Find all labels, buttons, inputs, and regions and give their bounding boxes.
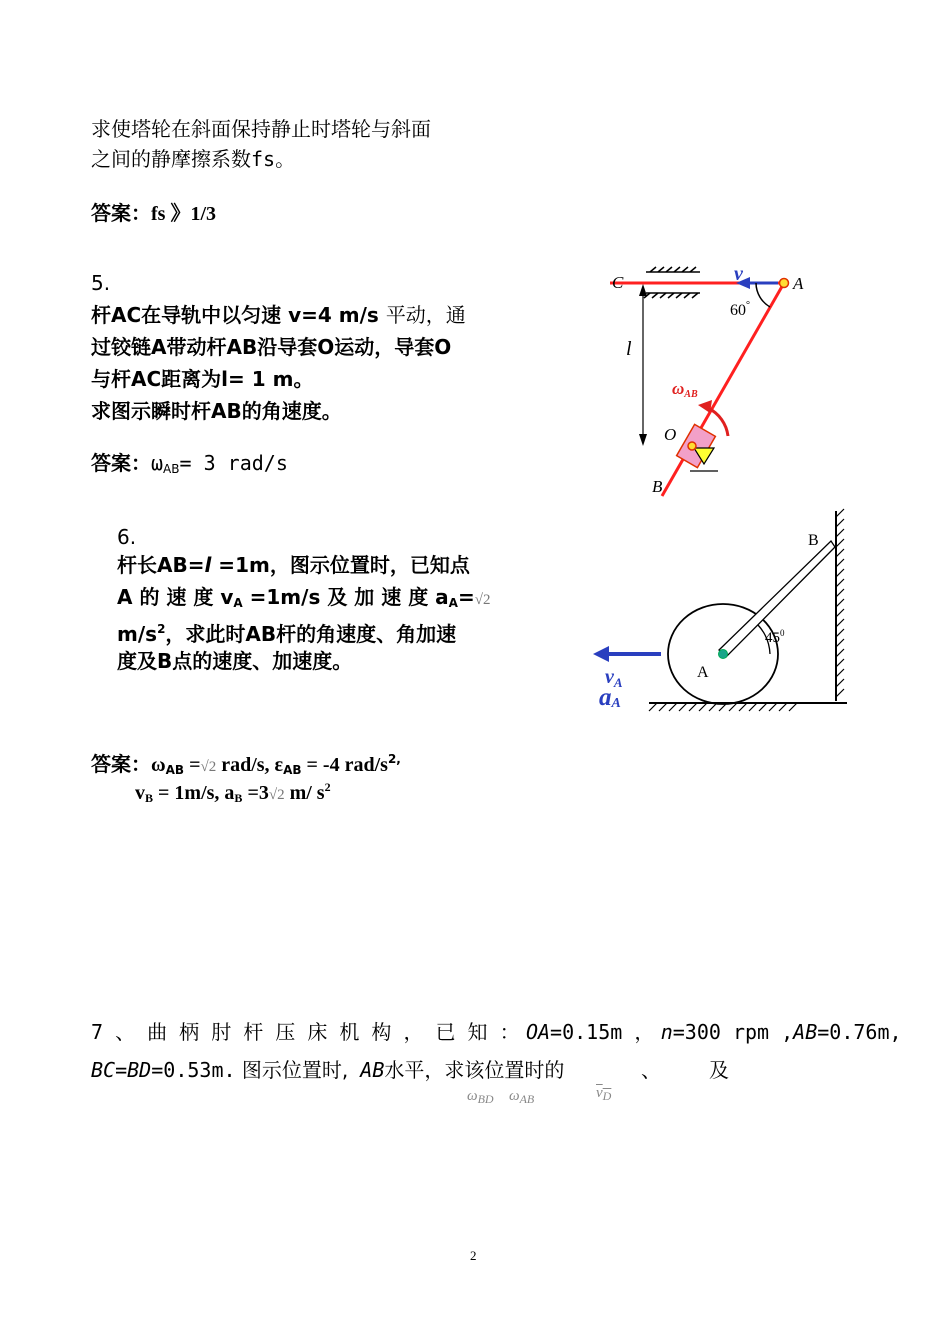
p6-ans1-d: = -4 rad/s	[301, 754, 388, 776]
joint-a	[780, 279, 789, 288]
p6-line1-b: =1m，图示位置时，已知点	[211, 553, 470, 577]
p7-l1-a: 7 、 曲 柄 肘 杆 压 床 机 构 ， 已 知 ：	[91, 1020, 520, 1044]
p4-answer	[91, 198, 216, 230]
label-aa-sym: a	[599, 684, 612, 711]
p6-ans2-d: m/ s	[284, 782, 325, 804]
p6-ans2-b: = 1m/s, a	[153, 782, 235, 804]
p5-answer-rest: = 3 rad/s	[179, 451, 288, 475]
label-o: O	[664, 425, 677, 444]
p5-number: 5.	[91, 271, 111, 295]
p6-line2-c: =	[457, 585, 475, 609]
angle-arc	[756, 283, 770, 307]
p6-ans2-sup: 2	[324, 780, 331, 794]
p6-number: 6.	[117, 525, 137, 549]
p6-line2-b: =1m/s 及 加 速 度 a	[242, 585, 449, 609]
p6-line1	[117, 550, 470, 581]
p6-ans1-label: 答案：	[91, 752, 151, 776]
p6-ans2-sub2: B	[234, 791, 243, 805]
sqrt2-symbol: √2	[474, 592, 491, 608]
label-45-deg: 0	[780, 628, 785, 638]
p5-line3: 与杆AC距离为l= 1 m。	[91, 367, 314, 391]
p7-line2-sep: 、	[641, 1058, 661, 1082]
p6-line3	[117, 614, 456, 650]
p6-line1-a: 杆长AB=	[117, 553, 205, 577]
label-v: v	[734, 263, 743, 285]
center-a	[719, 650, 728, 659]
p4-line2-text: 之间的静摩擦系数	[91, 147, 251, 171]
sqrt2-symbol: √2	[200, 759, 217, 775]
omega-ab-sub: AB	[519, 1092, 535, 1106]
omega-ab-sym: ω	[509, 1088, 520, 1104]
label-aa-sub: A	[611, 696, 621, 711]
p7-l1-b: =0.15m ，	[550, 1020, 655, 1044]
p5-answer-sub: AB	[163, 462, 180, 476]
v-d-symbol	[596, 1085, 611, 1104]
l-arrow-bottom	[639, 434, 647, 446]
p6-ans1-sub2: AB	[283, 763, 302, 777]
p6-ans1-c: rad/s, ε	[216, 754, 284, 776]
omega-bd-symbol	[467, 1088, 494, 1107]
p4-answer-label: 答案：	[91, 201, 151, 225]
p6-ans2-c: =3	[242, 782, 269, 804]
figure-5	[600, 260, 830, 500]
p5-line2: 过铰链A带动杆AB沿导套O运动，导套O	[91, 335, 452, 359]
p6-ans1-sub: AB	[165, 763, 185, 777]
omega-bd-sub: BD	[477, 1092, 494, 1106]
label-60-val: 60	[730, 302, 746, 319]
p6-line1-l: l	[204, 553, 212, 577]
p7-l2-b: 图示位置时,	[235, 1058, 349, 1082]
p7-l2-a: =0.53m.	[151, 1058, 236, 1082]
p6-line3-sup: 2	[157, 622, 166, 636]
page-number: 2	[470, 1248, 477, 1263]
pivot-o	[688, 442, 696, 450]
p4-line2	[91, 144, 295, 175]
p7-l1-ab: AB	[793, 1020, 818, 1044]
p7-l1-oa: OA	[525, 1020, 551, 1044]
p6-ans1-sup: 2,	[387, 752, 401, 766]
p7-l1-c: =300 rpm ,	[672, 1020, 794, 1044]
label-a: A	[793, 274, 804, 293]
p7-l2-bc: BC	[91, 1058, 116, 1082]
l-arrow-top	[639, 284, 647, 296]
p4-answer-text: fs 》1/3	[151, 203, 216, 225]
p5-answer-omega: ω	[151, 451, 164, 475]
p6-line4: 度及B点的速度、加速度。	[117, 649, 353, 673]
p5-answer-label: 答案：	[91, 451, 151, 475]
label-60	[730, 300, 750, 319]
v-d-sub: D	[602, 1089, 612, 1103]
va-arrowhead	[593, 646, 609, 662]
p7-l1-n: n	[660, 1020, 673, 1044]
p7-line1	[91, 1014, 902, 1050]
p7-l2-eq: =	[115, 1058, 128, 1082]
label-b: B	[808, 532, 819, 549]
p7-l1-d: =0.76m,	[817, 1020, 902, 1044]
p4-line2-fs: fs。	[251, 147, 296, 171]
sqrt2-symbol: √2	[268, 787, 285, 803]
p7-l2-c: 水平，求该位置时的	[384, 1058, 565, 1082]
p5-answer	[91, 448, 288, 485]
p6-line2-sub2: A	[448, 596, 458, 610]
p7-line2	[91, 1052, 564, 1088]
label-60-deg: °	[746, 300, 750, 311]
p5-line1-a: 杆AC在导轨中以匀速 v=4 m/s	[91, 303, 386, 327]
p6-line2-sub: A	[233, 596, 243, 610]
omega-ab-symbol	[509, 1088, 534, 1107]
p6-line3-a: m/s	[117, 622, 158, 646]
wall-hatch	[836, 509, 844, 697]
p7-line2-and: 及	[709, 1058, 729, 1082]
p6-line3-b: ，求此时AB杆的角速度、角加速	[165, 622, 457, 646]
label-omega-sub: AB	[684, 389, 698, 400]
label-l: l	[626, 338, 632, 360]
label-va-sub: A	[613, 675, 623, 690]
p6-ans2-sub: B	[145, 791, 154, 805]
omega-arrowhead	[698, 400, 712, 413]
label-omega	[672, 379, 698, 400]
label-45-val: 45	[765, 630, 780, 646]
p6-ans2-a: v	[135, 782, 145, 804]
label-b: B	[652, 477, 663, 496]
figure-6	[585, 505, 855, 720]
label-a: A	[697, 664, 709, 681]
p7-l2-bd: BD	[127, 1058, 152, 1082]
v-d-sym: v	[596, 1085, 603, 1101]
p5-line4: 求图示瞬时杆AB的角速度。	[91, 399, 342, 423]
omega-bd-sym: ω	[467, 1088, 478, 1104]
label-va-sym: v	[605, 666, 614, 688]
p4-line1: 求使塔轮在斜面保持静止时塔轮与斜面	[91, 117, 431, 141]
p6-ans1-b: =	[184, 754, 201, 776]
label-c: C	[612, 273, 624, 292]
p5-line1	[91, 300, 466, 331]
label-omega-sym: ω	[672, 379, 685, 398]
p6-line2-a: A 的 速 度 v	[117, 585, 234, 609]
p6-ans1-a: ω	[151, 754, 166, 776]
p6-answer-2	[135, 772, 331, 814]
p5-line1-b: 平动，通	[385, 303, 466, 327]
p7-l2-ab: AB	[348, 1058, 385, 1082]
label-45	[765, 628, 785, 646]
